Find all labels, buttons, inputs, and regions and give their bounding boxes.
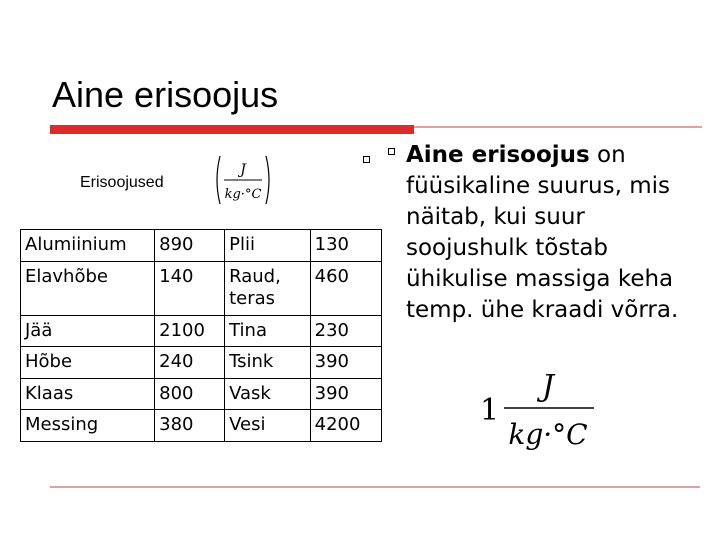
table-cell: Elavhõbe: [21, 261, 155, 315]
specific-heat-table: [20, 229, 382, 442]
title-underline-bar: [50, 125, 414, 134]
table-cell: 390: [310, 347, 381, 379]
table-cell: Messing: [21, 410, 155, 442]
unit-formula-image: [212, 152, 274, 208]
table-cell: 380: [155, 410, 225, 442]
definition-term: Aine erisoojus: [406, 142, 590, 168]
table-cell: 240: [155, 347, 225, 379]
table-cell: 230: [310, 315, 381, 347]
footer-divider-line: [50, 486, 700, 488]
table-cell: 140: [155, 261, 225, 315]
table-cell: 130: [310, 230, 381, 262]
table-row: [21, 378, 382, 410]
table-cell: Hõbe: [21, 347, 155, 379]
table-cell: Klaas: [21, 378, 155, 410]
table-cell: 460: [310, 261, 381, 315]
definition-body: on füüsikaline suurus, mis näitab, kui suur soojushulk tõstab ühikulise massiga keha temp. ühe kraadi võrra.: [406, 142, 679, 323]
bullet-square-icon: [363, 156, 370, 163]
table-cell: 890: [155, 230, 225, 262]
table-row: [21, 261, 382, 315]
svg-text:J: J: [240, 162, 246, 178]
table-row: [21, 230, 382, 262]
table-cell: 800: [155, 378, 225, 410]
slide-title: Aine erisoojus: [52, 74, 279, 115]
formula-coefficient: 1: [480, 393, 500, 428]
unit-fraction-formula: [476, 368, 606, 454]
table-caption: Erisoojused: [80, 174, 164, 191]
table-cell: Vesi: [225, 410, 311, 442]
table-cell: Vask: [225, 378, 311, 410]
table-cell: Alumiinium: [21, 230, 155, 262]
table-cell: 390: [310, 378, 381, 410]
table-cell: 2100: [155, 315, 225, 347]
table-cell: Tsink: [225, 347, 311, 379]
table-cell: 4200: [310, 410, 381, 442]
svg-text:kg·°C: kg·°C: [224, 187, 262, 202]
table-cell: Jää: [21, 315, 155, 347]
table-row: [21, 410, 382, 442]
table-row: [21, 347, 382, 379]
title-divider-line: [414, 126, 702, 128]
table-cell: Tina: [225, 315, 311, 347]
bullet-square-icon: [388, 148, 395, 155]
formula-denominator: kg·°C: [508, 418, 588, 451]
table-cell: Plii: [225, 230, 311, 262]
formula-numerator: J: [541, 369, 555, 404]
table-cell: Raud, teras: [225, 261, 311, 315]
table-row: [21, 315, 382, 347]
definition-text: [406, 140, 706, 326]
